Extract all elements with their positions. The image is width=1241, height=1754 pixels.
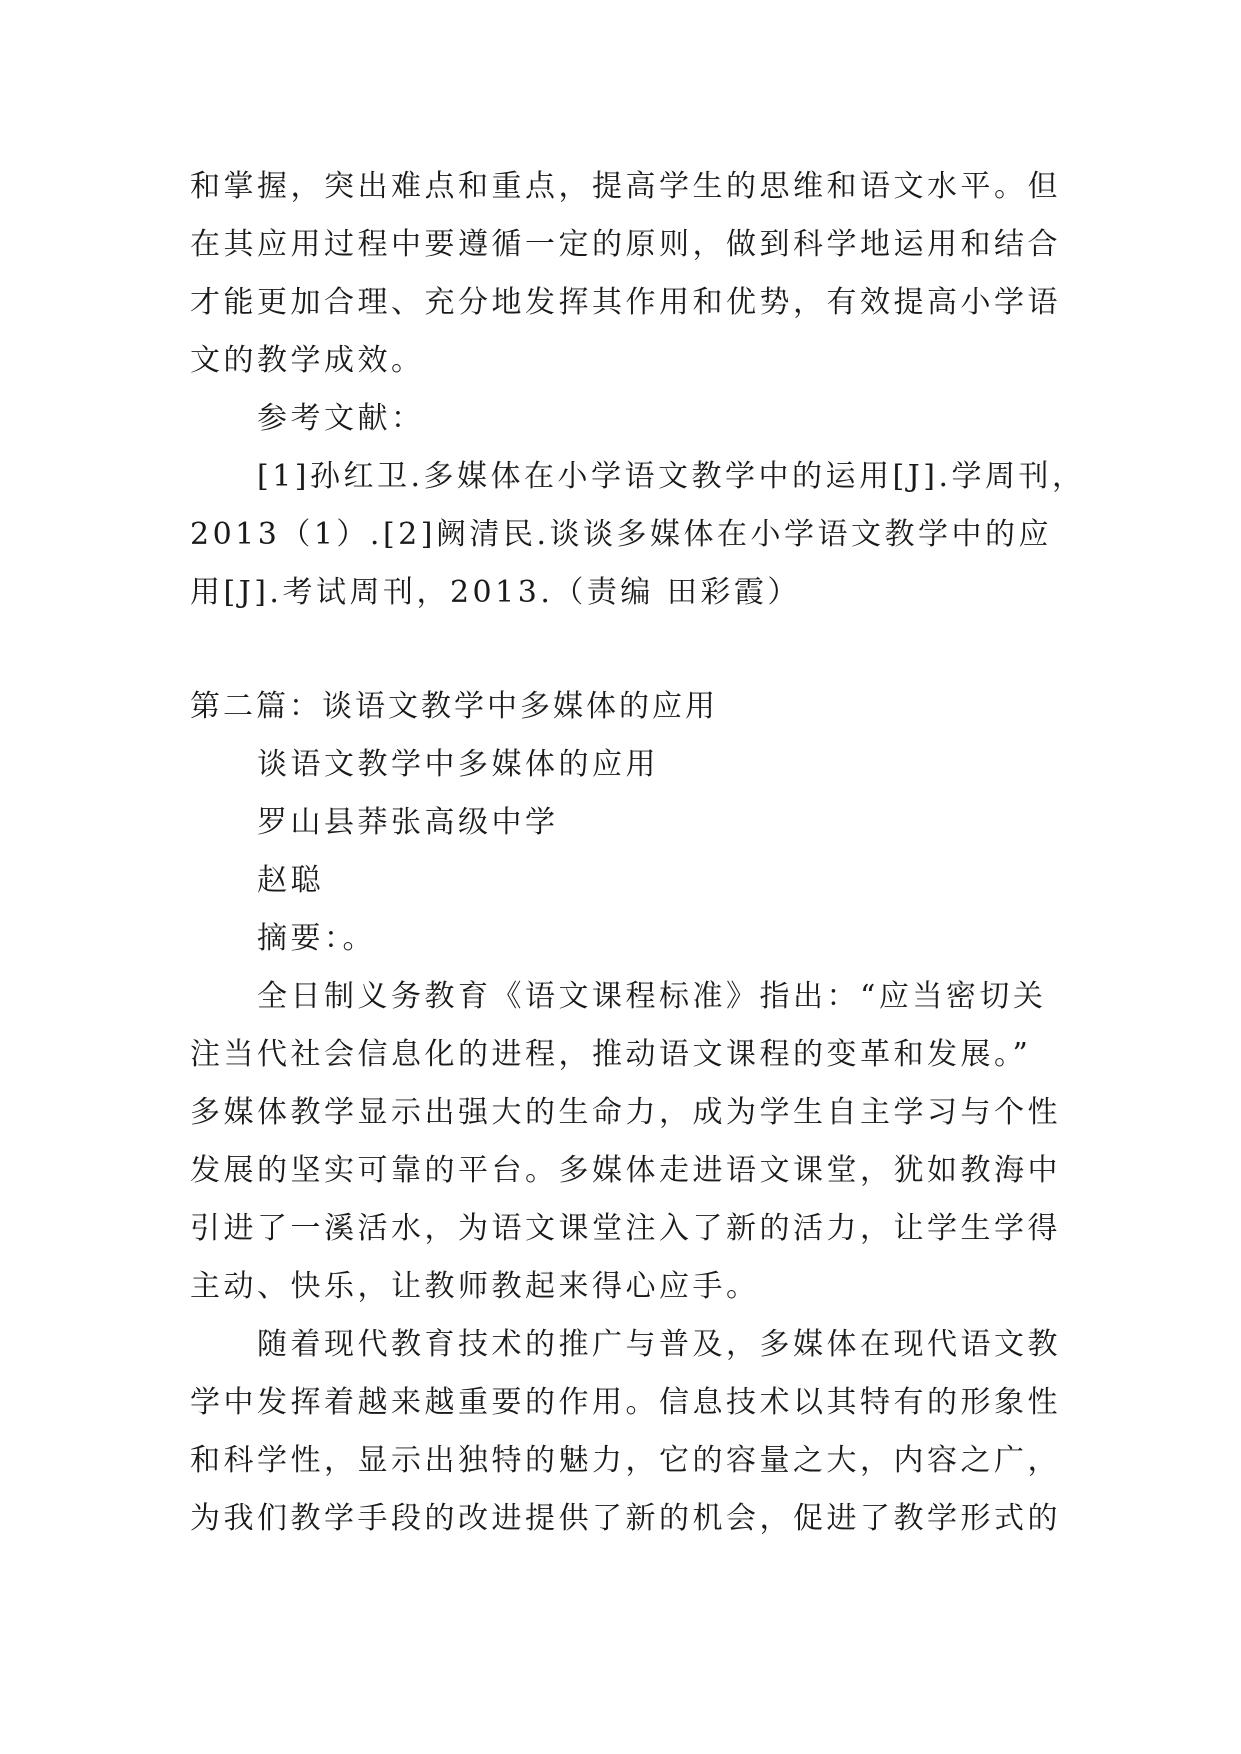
reference-line: [1]孙红卫.多媒体在小学语文教学中的运用[J].学周刊， [257, 459, 1086, 494]
paragraph-line: 主动、快乐，让教师教起来得心应手。 [190, 1269, 760, 1304]
paragraph-line: 全日制义务教育《语文课程标准》指出：“应当密切关 [257, 979, 1047, 1014]
paragraph-line: 文的教学成效。 [190, 343, 425, 378]
reference-line: 2013（1）.[2]阙清民.谈谈多媒体在小学语文教学中的应 [190, 517, 1053, 552]
paragraph-line: 为我们教学手段的改进提供了新的机会，促进了教学形式的 [190, 1501, 1061, 1536]
article-title: 谈语文教学中多媒体的应用 [257, 747, 659, 782]
paragraph-line: 在其应用过程中要遵循一定的原则，做到科学地运用和结合 [190, 227, 1061, 262]
paragraph-line: 随着现代教育技术的推广与普及，多媒体在现代语文教 [257, 1327, 1061, 1362]
section-title: 第二篇：谈语文教学中多媒体的应用 [190, 689, 718, 724]
paragraph-line: 才能更加合理、充分地发挥其作用和优势，有效提高小学语 [190, 285, 1061, 320]
references-heading: 参考文献： [257, 401, 425, 436]
paragraph-line: 注当代社会信息化的进程，推动语文课程的变革和发展。” [190, 1037, 1032, 1072]
reference-line: 用[J].考试周刊，2013.（责编 田彩霞） [190, 575, 801, 610]
abstract-label: 摘要：。 [257, 921, 376, 956]
paragraph-line: 发展的坚实可靠的平台。多媒体走进语文课堂，犹如教海中 [190, 1153, 1061, 1188]
author-affiliation: 罗山县莽张高级中学 [257, 805, 559, 840]
author-name: 赵聪 [257, 863, 324, 898]
paragraph-line: 多媒体教学显示出强大的生命力，成为学生自主学习与个性 [190, 1095, 1061, 1130]
paragraph-line: 和科学性，显示出独特的魅力，它的容量之大，内容之广， [190, 1443, 1061, 1478]
paragraph-line: 和掌握，突出难点和重点，提高学生的思维和语文水平。但 [190, 169, 1061, 204]
paragraph-line: 引进了一溪活水，为语文课堂注入了新的活力，让学生学得 [190, 1211, 1061, 1246]
paragraph-line: 学中发挥着越来越重要的作用。信息技术以其特有的形象性 [190, 1385, 1061, 1420]
